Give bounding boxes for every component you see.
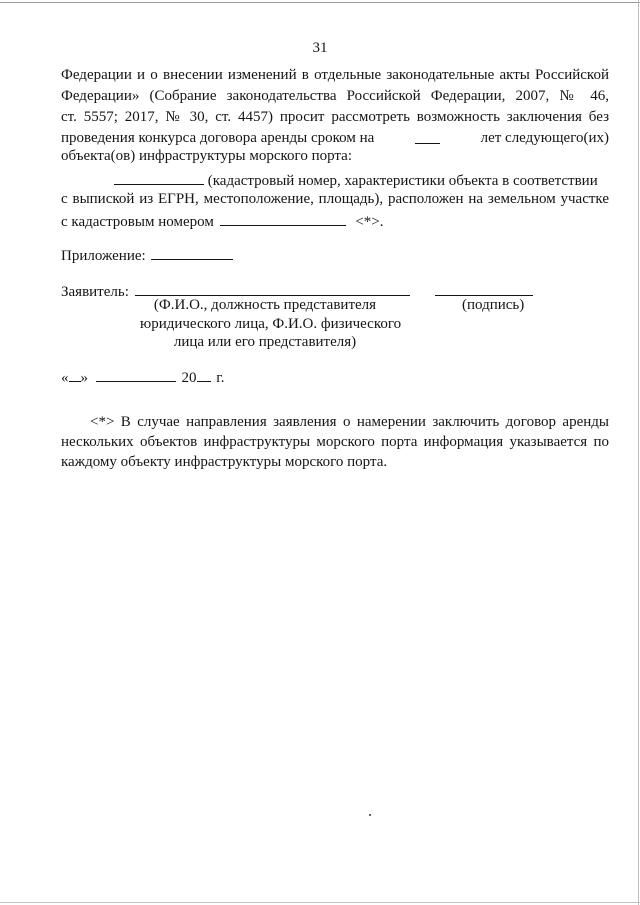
scan-border-bottom [0,902,640,903]
lease-term-blank [415,129,440,144]
paragraph1-line1: Федерации и о внесении изменений в отдельные законодательные акты Российской [61,67,609,83]
paragraph2-line2: с выпиской из ЕГРН, местоположение, площадь), расположен на земельном участке [61,191,609,207]
year-suffix: г. [216,370,225,386]
object-description: (кадастровый номер, характеристики объекта в соответствии [207,173,598,189]
paragraph1-line2: Федерации» (Собрание законодательства Российской Федерации, 2007, № 46, [61,88,609,104]
paragraph1-line4 [61,129,609,148]
cadastral-footnote-mark: <*>. [355,214,384,230]
page-number: 31 [312,40,328,56]
year-blank [197,367,211,382]
paragraph1-line3: ст. 5557; 2017, № 30, ст. 4457) просит рассмотреть возможность заключения без [61,109,609,125]
footnote-line1: <*> В случае направления заявления о намерении заключить договор аренды [90,414,609,430]
date-line [61,367,224,388]
scan-border-right [638,0,639,905]
lease-term-prefix: проведения конкурса договора аренды сроком на [61,130,375,146]
applicant-signature-blank [435,281,533,296]
day-blank [69,367,81,382]
name-caption-line3: лица или его представителя) [173,334,357,350]
cadastral-label: с кадастровым номером [61,214,214,230]
month-blank [96,367,176,382]
name-caption-line2: юридического лица, Ф.И.О. физического [140,316,402,332]
scan-border-top [0,2,640,3]
year-prefix: 20 [181,370,197,386]
applicant-name-blank [135,281,410,296]
paragraph2-line1 [114,170,598,191]
footnote-line2: нескольких объектов инфраструктуры морского порта информация указывается по [61,434,609,450]
lease-term-suffix: лет следующего(их) [480,130,609,146]
attachment-label: Приложение: [61,248,146,264]
scan-speck [369,814,371,816]
object-blank [114,170,204,185]
applicant-label: Заявитель: [61,284,129,300]
date-open-quote: « [61,370,69,386]
paragraph1-line5: объекта(ов) инфраструктуры морского порта: [61,148,352,164]
signature-caption: (подпись) [462,297,525,313]
date-close-quote: » [80,370,88,386]
cadastral-number-blank [220,211,346,226]
paragraph2-line3 [61,211,383,232]
name-caption-line1: (Ф.И.О., должность представителя [153,297,377,313]
attachment-blank [151,245,233,260]
attachment-line [61,245,233,266]
footnote-line3: каждому объекту инфраструктуры морского порта. [61,454,388,470]
